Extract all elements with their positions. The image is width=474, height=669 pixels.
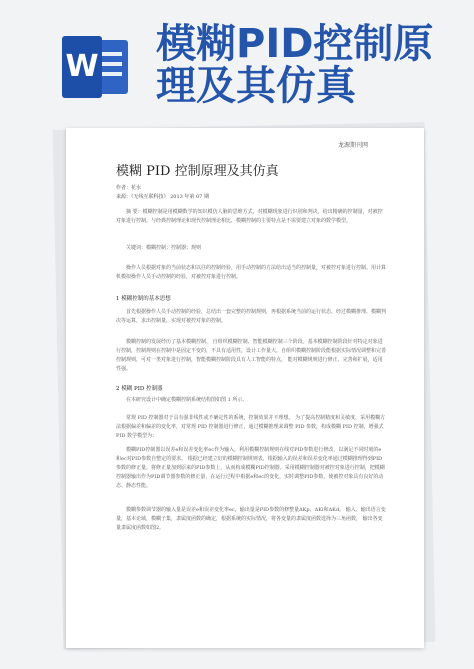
document-title: 模糊 PID 控制原理及其仿真	[116, 164, 279, 179]
body-paragraph: 模糊参数调节器的输入量是误差e和误差变化率ec，输出量是PID参数的修整量ΔKp、ΔKi和ΔKd。 输入、输出语言变量，基本论域，模糊子集，隶属度函数的确定，根据系统的实际情况，将各变量的隶属度函数选择为三角函数， 输出各变量隶属度函数如图2。	[116, 507, 386, 531]
page-title: 模糊PID控制原	[156, 21, 434, 67]
body-paragraph: 在本研究设计中确定模糊控制系统结构图如图 1 所示。	[126, 397, 248, 403]
intro-paragraph: 操作人员根据对象的当前状态和以往的控制经验，用手动控制的方法给出适当的控制量，对被控对象进行控制。用计算机模拟操作人员手动控制的经验，对被控对象进行控制。	[116, 265, 387, 280]
section-heading: 1 模糊控制的基本思想	[116, 296, 171, 302]
section-heading: 2 模糊 PID 控制器	[116, 386, 163, 392]
body-paragraph: 常规 PID 控制器对于具有强非线性或不确定性的系统，控制效果并不理想。 为了提高控制精度和灵敏度，采用模糊方法根据偏差和偏差的变化率，对常规 PID 控制器进行修正，通过模糊推理来调整 PID 参数，构成模糊 PID 控制，增强式 PID 数学模型为：	[116, 415, 386, 439]
author-line: 作者：花水	[116, 185, 142, 191]
abstract-paragraph: 摘 要：模糊控制是用模糊数学的知识模仿人脑的思维方式，对模糊现象进行识别和判决，给出精确的控制量，对被控对象进行控制。与经典控制理论和现代控制理论相比，模糊控制的主要特点是不需要建立对象的数学模型。	[116, 209, 383, 224]
word-icon-letter: W	[62, 36, 102, 98]
page-title-continued: 理及其仿真	[156, 63, 356, 109]
keywords-line: 关键词：模糊控制；控制器；规则	[126, 245, 202, 251]
journal-name: 龙源期刊网	[337, 142, 368, 149]
body-paragraph: 首先根据操作人员手动控制的经验，总结出一套完整的控制规则，再根据系统当前的运行状态，经过模糊推理、模糊判决等运算，求出控制量，实现对被控对象的控制。	[116, 309, 387, 324]
body-paragraph: 模糊控制的发展经历了基本模糊控制、 自组织模糊控制、智能模糊控制三个阶段。基本模糊控制阶段针对特定对象进行控制，控制规则在控制中是固定不变的，不具有适用性，设计工作量大。自组织模糊控制阶段能根据实际情况调整和完善控制规则，可对一类对象进行控制，智能模糊控制阶段具有人工智能的特点， 能对模糊规则进行修正、完善和扩展，适用性强。	[116, 339, 387, 372]
source-line: 来源：《无线互联科技》 2013 年第 07 期	[116, 194, 209, 200]
body-paragraph: 模糊PID控制器以误差e和误差变化率ec作为输入，利用模糊控制规则在线对PID参数进行修改，以满足不同时刻的e和ec对PID参数自整定的要求。 根据已经建立好的模糊控制规则表，根据输入的误差和误差变化率通过模糊推理得到PID参数的修正量，将修正量加到原来的PID参数上，从而构成模糊PID控制器。采用模糊控制器对被控对象进行控制，把模糊控制器输出作为PID调节器参数的修正量，在运行过程中根据e和ec的变化，实时调整PID参数，使被控对象具有良好的动态、静态性能。	[116, 447, 385, 489]
word-icon	[62, 36, 132, 98]
header	[0, 0, 474, 120]
document-page	[66, 128, 424, 648]
